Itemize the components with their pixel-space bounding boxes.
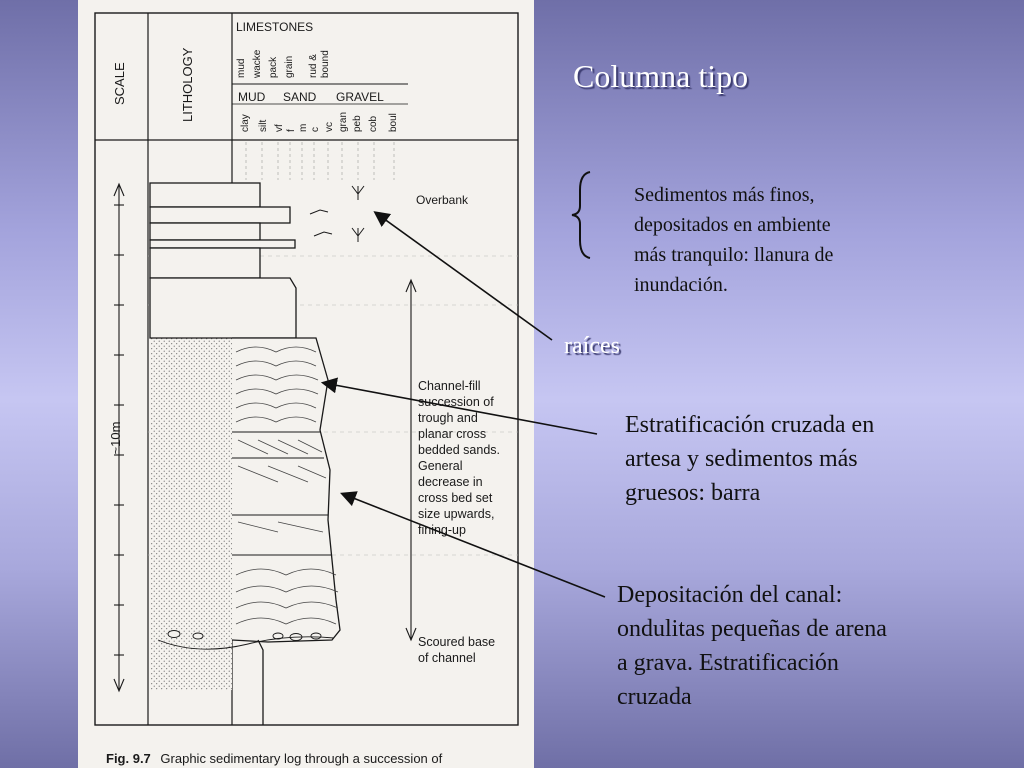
- note-overbank-line: inundación.: [634, 274, 728, 296]
- clastic-col-label: gran: [338, 111, 349, 132]
- clastic-col-label: boul: [388, 113, 399, 132]
- channel-fill-text-line: bedded sands.: [418, 443, 501, 457]
- clastic-col-label: clay: [240, 114, 251, 132]
- note-overbank-line: Sedimentos más finos,: [634, 184, 815, 206]
- limestone-col-label: pack: [268, 56, 279, 78]
- clastic-col-label: silt: [258, 119, 269, 132]
- note-canal-line: cruzada: [617, 684, 692, 710]
- clastic-group-label: GRAVEL: [336, 90, 384, 104]
- note-barra-line: Estratificación cruzada en: [625, 412, 875, 438]
- clastic-col-label: vf: [274, 124, 285, 132]
- clastic-col-label: cob: [368, 115, 379, 132]
- limestone-col-label: wacke: [252, 49, 263, 78]
- limestone-col-label: mud: [236, 58, 247, 78]
- channel-fill-text-line: cross bed set: [418, 491, 493, 505]
- note-overbank-line: depositados en ambiente: [634, 214, 831, 236]
- note-barra-line: artesa y sedimentos más: [625, 446, 858, 472]
- scoured-text-line: Scoured base: [418, 635, 496, 649]
- note-overbank-line: más tranquilo: llanura de: [634, 244, 834, 266]
- overbank-label: Overbank: [416, 193, 469, 207]
- scale-header: SCALE: [112, 62, 127, 105]
- arrow-canal: [343, 494, 605, 597]
- scale-label: ~10m: [108, 421, 123, 455]
- slide-title: Columna tipo: [573, 58, 749, 94]
- caption-text: Graphic sedimentary log through a succession of: [160, 751, 443, 766]
- scoured-text-line: of channel: [418, 651, 476, 665]
- note-canal-line: Depositación del canal:: [617, 582, 843, 608]
- note-canal-line: ondulitas pequeñas de arena: [617, 616, 887, 642]
- channel-fill-text-line: Channel-fill: [418, 379, 481, 393]
- limestone-col-label: bound: [320, 50, 331, 78]
- clastic-group-label: MUD: [238, 90, 266, 104]
- arrow-raices: [376, 213, 552, 340]
- note-raices: raíces: [564, 333, 620, 359]
- clastic-col-label: c: [310, 127, 321, 132]
- channel-fill-text-line: planar cross: [418, 427, 487, 441]
- limestone-col-label: rud &: [308, 54, 319, 78]
- channel-fill-text-line: trough and: [418, 411, 478, 425]
- channel-fill-text-line: fining-up: [418, 523, 466, 537]
- caption-fig: Fig. 9.7: [106, 751, 151, 766]
- lithology-header: LITHOLOGY: [180, 47, 195, 122]
- note-canal-line: a grava. Estratificación: [617, 650, 839, 676]
- limestones-header: LIMESTONES: [236, 20, 314, 34]
- clastic-col-label: f: [286, 129, 297, 132]
- limestone-col-label: grain: [284, 55, 295, 78]
- clastic-col-label: m: [298, 123, 309, 132]
- channel-fill-text-line: decrease in: [418, 475, 483, 489]
- channel-fill-text-line: succession of: [418, 395, 494, 409]
- channel-fill-text-line: size upwards,: [418, 507, 495, 521]
- clastic-col-label: peb: [352, 115, 363, 132]
- clastic-col-label: vc: [324, 122, 335, 132]
- note-barra-line: gruesos: barra: [625, 480, 761, 506]
- arrow-barra: [324, 383, 597, 434]
- clastic-group-label: SAND: [283, 90, 317, 104]
- channel-fill-text-line: General: [418, 459, 463, 473]
